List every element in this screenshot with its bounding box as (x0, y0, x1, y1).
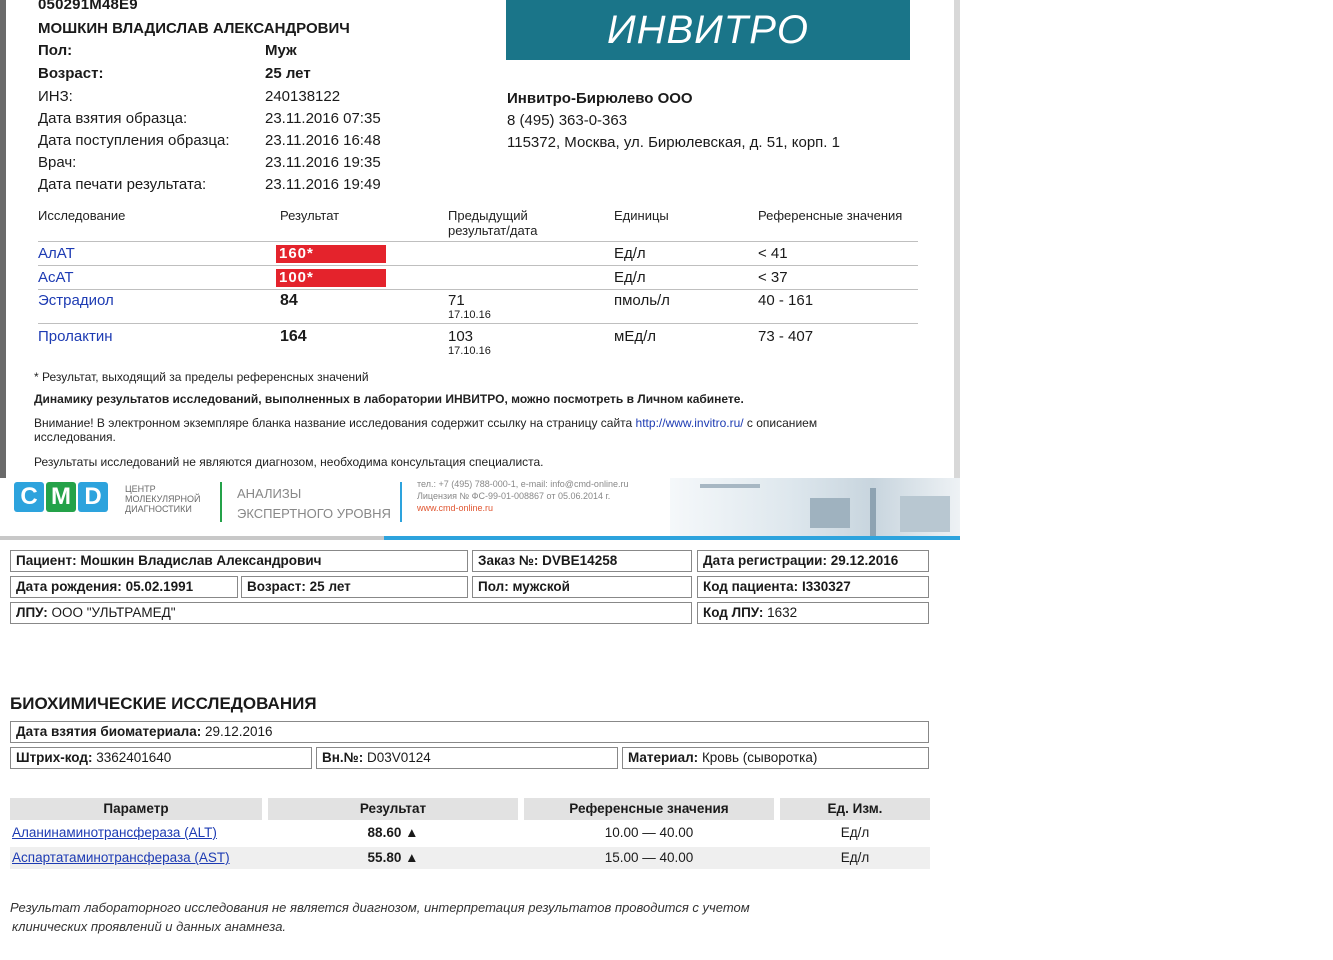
header-reference: Референсные значения (758, 208, 903, 223)
reference-value: 10.00 — 40.00 (604, 825, 694, 840)
result-flagged: 100* (276, 269, 386, 287)
logo-letter: C (14, 482, 44, 512)
cmd-report (0, 478, 960, 960)
header-units: Единицы (614, 208, 669, 223)
previous-date: 17.10.16 (448, 309, 491, 321)
param-link[interactable]: Аспартатаминотрансфераза (AST) (12, 850, 230, 865)
header-underline (0, 536, 960, 540)
note-attention: Внимание! В электронном экземпляре бланка название исследования содержит ссылку на страницу сайта http://www.invitro.ru/ с описанием (34, 416, 818, 430)
right-edge (954, 0, 960, 478)
info-row-age: Возраст: 25 лет (38, 65, 311, 82)
registration-date-field: Дата регистрации: 29.12.2016 (697, 550, 929, 572)
info-row-sample-date: Дата взятия образца: 23.11.2016 07:35 (38, 110, 381, 127)
header-param: Параметр (10, 798, 262, 820)
cmd-slogan: АНАЛИЗЫ ЭКСПЕРТНОГО УРОВНЯ (237, 486, 391, 521)
sex-field: Пол: мужской (472, 576, 692, 598)
header-previous: Предыдущий результат/дата (448, 208, 538, 238)
result-value: 164 (280, 328, 307, 345)
result-value: 84 (280, 292, 298, 309)
patient-name: МОШКИН ВЛАДИСЛАВ АЛЕКСАНДРОВИЧ (38, 20, 350, 37)
note-dynamics: Динамику результатов исследований, выполненных в лаборатории ИНВИТРО, можно посмотреть в Личном кабинете. (34, 392, 744, 406)
org-phone: 8 (495) 363-0-363 (507, 112, 628, 129)
header-result: Результат (280, 208, 340, 223)
note-out-of-range: * Результат, выходящий за пределы референсных значений (34, 370, 369, 384)
logo-text: ИНВИТРО (606, 7, 810, 52)
note-attention-cont: исследования. (34, 430, 116, 444)
header-divider (400, 482, 402, 522)
info-row-arrival-date: Дата поступления образца: 23.11.2016 16:48 (38, 132, 381, 149)
footnote: Результат лабораторного исследования не является диагнозом, интерпретация результатов проводится с учетом клинических проявлений и данных анамнеза. (10, 900, 750, 934)
previous-value: 71 (448, 292, 465, 309)
test-name-link[interactable]: АсАТ (38, 269, 74, 286)
info-row-inz: ИНЗ: 240138122 (38, 88, 341, 105)
inner-number-field: Вн.№: D03V0124 (316, 747, 618, 769)
unit-value: Ед/л (840, 850, 870, 865)
invitro-report (0, 0, 1333, 478)
param-link[interactable]: Аланинаминотрансфераза (ALT) (12, 825, 217, 840)
biomaterial-date-field: Дата взятия биоматериала: 29.12.2016 (10, 721, 929, 743)
divider (38, 289, 918, 290)
unit-value: Ед/л (840, 825, 870, 840)
divider (38, 265, 918, 266)
table-row (10, 822, 930, 844)
patient-field: Пациент: Мошкин Владислав Александрович (10, 550, 468, 572)
result-reference: 73 - 407 (758, 328, 814, 345)
invitro-logo (506, 0, 1333, 60)
order-field: Заказ №: DVBE14258 (472, 550, 692, 572)
previous-value: 103 (448, 328, 474, 345)
logo-letter: M (46, 482, 76, 512)
result-value: 88.60 ▲ (367, 825, 419, 840)
result-reference: < 41 (758, 245, 788, 262)
dob-field: Дата рождения: 05.02.1991 (10, 576, 238, 598)
result-reference: 40 - 161 (758, 292, 814, 309)
result-value: 55.80 ▲ (367, 850, 419, 865)
result-units: Ед/л (614, 269, 646, 286)
test-name-link[interactable]: Эстрадиол (38, 292, 114, 309)
lab-photo (670, 478, 960, 536)
cmd-logo (14, 482, 108, 512)
cmd-site-link[interactable]: www.cmd-online.ru (417, 503, 494, 513)
order-code: 050291M48E9 (38, 0, 138, 13)
info-row-doctor: Врач: 23.11.2016 19:35 (38, 154, 381, 171)
logo-mark: ® (1326, 10, 1333, 20)
divider (38, 323, 918, 324)
header-unit: Ед. Изм. (780, 798, 930, 820)
result-flagged: 160* (276, 245, 386, 263)
header-test: Исследование (38, 208, 126, 223)
header-result: Результат (268, 798, 518, 820)
reference-value: 15.00 — 40.00 (604, 850, 694, 865)
header-divider (220, 482, 222, 522)
patient-code-field: Код пациента: I330327 (697, 576, 929, 598)
cmd-center-name: ЦЕНТР МОЛЕКУЛЯРНОЙ ДИАГНОСТИКИ (125, 484, 201, 514)
result-reference: < 37 (758, 269, 788, 286)
info-row-print-date: Дата печати результата: 23.11.2016 19:49 (38, 176, 381, 193)
header-reference: Референсные значения (524, 798, 774, 820)
material-field: Материал: Кровь (сыворотка) (622, 747, 929, 769)
lpu-field: ЛПУ: ООО "УЛЬТРАМЕД" (10, 602, 692, 624)
left-edge (0, 0, 6, 478)
result-units: Ед/л (614, 245, 646, 262)
info-row-sex: Пол: Муж (38, 42, 297, 59)
test-name-link[interactable]: АлАТ (38, 245, 75, 262)
barcode-field: Штрих-код: 3362401640 (10, 747, 312, 769)
cmd-contacts: тел.: +7 (495) 788-000-1, e-mail: info@cmd-online.ru Лицензия № ФС-99-01-008867 от 05.06.2014 г. www.cmd-online.ru (417, 479, 629, 513)
note-diagnosis: Результаты исследований не являются диагнозом, необходима консультация специалиста. (34, 455, 544, 469)
org-address: 115372, Москва, ул. Бирюлевская, д. 51, корп. 1 (507, 134, 840, 151)
invitro-site-link[interactable]: http://www.invitro.ru/ (635, 416, 744, 430)
previous-date: 17.10.16 (448, 345, 491, 357)
logo-letter: D (78, 482, 108, 512)
section-title: БИОХИМИЧЕСКИЕ ИССЛЕДОВАНИЯ (10, 694, 317, 713)
lpu-code-field: Код ЛПУ: 1632 (697, 602, 929, 624)
table-row (10, 847, 930, 869)
test-name-link[interactable]: Пролактин (38, 328, 113, 345)
org-name: Инвитро-Бирюлево ООО (507, 90, 693, 107)
result-units: мЕд/л (614, 328, 656, 345)
divider (38, 241, 918, 242)
result-units: пмоль/л (614, 292, 670, 309)
age-field: Возраст: 25 лет (241, 576, 468, 598)
